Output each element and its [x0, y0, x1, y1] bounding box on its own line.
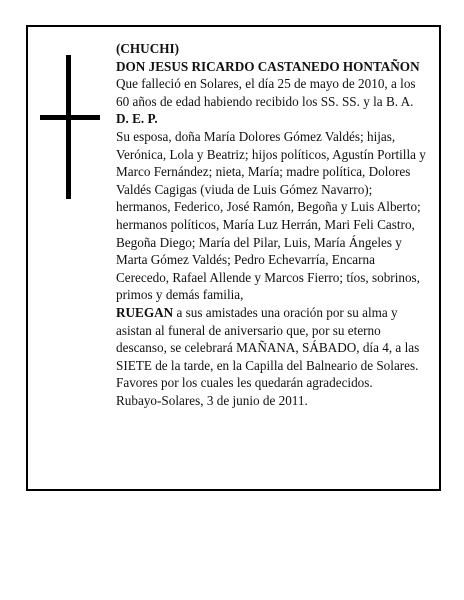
- family-list: Su esposa, doña María Dolores Gómez Valdés; hijas, Verónica, Lola y Beatriz; hijos políticos, Agustín Portilla y Marco Fernández; nieta, María; madre política, Dolores Valdés Cagigas (viuda de Luis Gómez Navarro); hermanos, Federico, José Ramón, Begoña y Luis Alberto; hermanos políticos, María Luz Herrán, Mari Feli Castro, Begoña Diego; María del Pilar, Luis, María Ángeles y Marta Gómez Valdés; Pedro Echevarría, Encarna Cerecedo, Rafael Allende y Marcos Fierro; tíos, sobrinos, primos y demás familia,: [116, 128, 426, 303]
- place-date: Rubayo-Solares, 3 de junio de 2011.: [116, 392, 308, 408]
- rip-line: D. E. P.: [116, 111, 158, 127]
- request-keyword: RUEGAN: [116, 304, 174, 320]
- death-details: Que falleció en Solares, el día 25 de mayo de 2010, a los 60 años de edad habiendo recibido los SS. SS. y la B. A.: [116, 76, 416, 109]
- deceased-name: DON JESUS RICARDO CASTANEDO HONTAÑON: [116, 58, 420, 74]
- obituary-notice: [26, 25, 441, 491]
- nickname: (CHUCHI): [116, 41, 180, 56]
- cross-horizontal-bar: [40, 115, 100, 120]
- cross-vertical-bar: [66, 55, 71, 199]
- cross-icon: [40, 55, 100, 199]
- request-text: a sus amistades una oración por su alma y asistan al funeral de aniversario que, por su eterno descanso, se celebrará MAÑANA, SÁBADO, día 4, a las SIETE de la tarde, en la Capilla del Balneario de Solares. Favores por los cuales les quedarán agradecidos.: [116, 304, 420, 391]
- request-paragraph: [116, 304, 428, 392]
- notice-text: [116, 40, 428, 409]
